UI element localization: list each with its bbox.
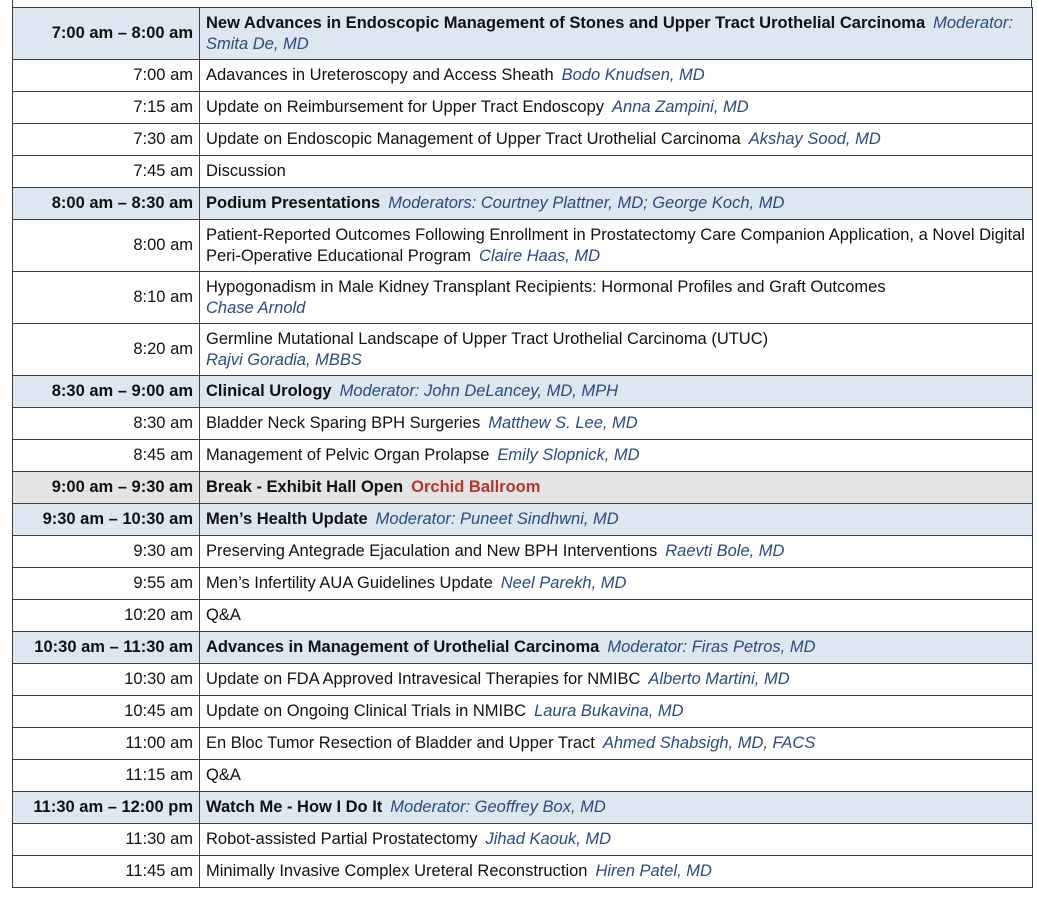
talk-time: 7:45 am [13,156,200,188]
session-title: Podium Presentations [206,194,381,212]
talk-time: 8:45 am [13,440,200,472]
session-time: 9:30 am – 10:30 am [13,504,200,536]
speaker-name: Anna Zampini, MD [612,98,749,116]
session-title: Clinical Urology [206,382,332,400]
row-content [200,156,1033,188]
agenda-table [12,7,1033,888]
agenda-row [13,536,1033,568]
talk-title: Germline Mutational Landscape of Upper Tract Urothelial Carcinoma (UTUC) [206,329,769,348]
agenda-row [13,824,1033,856]
talk-title: Bladder Neck Sparing BPH Surgeries [206,414,481,432]
agenda-row [13,696,1033,728]
speaker-name: Laura Bukavina, MD [534,702,684,720]
speaker-name: Hiren Patel, MD [595,862,712,880]
agenda-row [13,440,1033,472]
session-row [13,188,1033,220]
talk-title: Men’s Infertility AUA Guidelines Update [206,574,493,592]
talk-title: Hypogonadism in Male Kidney Transplant Recipients: Hormonal Profiles and Graft Outcomes [206,277,886,296]
row-content [200,664,1033,696]
talk-time: 8:30 am [13,408,200,440]
talk-time: 11:30 am [13,824,200,856]
row-content [200,8,1033,60]
row-content [200,440,1033,472]
agenda-row [13,664,1033,696]
session-time: 9:00 am – 9:30 am [13,472,200,504]
talk-time: 8:10 am [13,272,200,324]
agenda-row [13,600,1033,632]
speaker-name: Matthew S. Lee, MD [488,414,638,432]
talk-time: 11:45 am [13,856,200,888]
agenda-row [13,124,1033,156]
session-title: Break - Exhibit Hall Open [206,478,404,496]
row-content [200,792,1033,824]
row-content [200,568,1033,600]
talk-title: Preserving Antegrade Ejaculation and New BPH Interventions [206,542,658,560]
row-content [200,376,1033,408]
talk-time: 8:20 am [13,324,200,376]
agenda-table-body [13,8,1033,888]
agenda-row [13,856,1033,888]
speaker-name: Emily Slopnick, MD [497,446,640,464]
session-row [13,8,1033,60]
talk-time: 7:30 am [13,124,200,156]
speaker-name: Bodo Knudsen, MD [561,66,705,84]
talk-title: Q&A [206,766,241,784]
agenda-row [13,92,1033,124]
talk-title: Robot-assisted Partial Prostatectomy [206,830,478,848]
agenda-row [13,324,1033,376]
agenda-row [13,728,1033,760]
agenda-row [13,156,1033,188]
row-content [200,220,1033,272]
row-content [200,324,1033,376]
session-title: Men’s Health Update [206,510,368,528]
talk-title: Update on Ongoing Clinical Trials in NMIBC [206,702,527,720]
session-time: 8:00 am – 8:30 am [13,188,200,220]
moderator-name: Moderator: Smita De, MD [206,13,1013,53]
talk-title: En Bloc Tumor Resection of Bladder and Upper Tract [206,734,595,752]
speaker-name: Rajvi Goradia, MBBS [206,350,362,369]
talk-time: 10:45 am [13,696,200,728]
row-content [200,92,1033,124]
agenda-row [13,60,1033,92]
row-content [200,536,1033,568]
agenda-row [13,760,1033,792]
row-content [200,824,1033,856]
row-content [200,632,1033,664]
speaker-name: Alberto Martini, MD [648,670,790,688]
talk-time: 10:30 am [13,664,200,696]
agenda-row [13,220,1033,272]
row-content [200,696,1033,728]
speaker-name: Raevti Bole, MD [665,542,785,560]
session-title: New Advances in Endoscopic Management of Stones and Upper Tract Urothelial Carcinoma [206,13,926,32]
session-time: 10:30 am – 11:30 am [13,632,200,664]
row-content [200,60,1033,92]
talk-time: 8:00 am [13,220,200,272]
talk-title: Adavances in Ureteroscopy and Access Sheath [206,66,554,84]
talk-time: 9:30 am [13,536,200,568]
speaker-name: Akshay Sood, MD [748,130,881,148]
agenda-row [13,408,1033,440]
talk-time: 10:20 am [13,600,200,632]
break-row [13,472,1033,504]
row-content [200,504,1033,536]
talk-time: 7:00 am [13,60,200,92]
moderator-name: Moderator: John DeLancey, MD, MPH [339,382,619,400]
talk-title: Update on FDA Approved Intravesical Therapies for NMIBC [206,670,641,688]
moderator-name: Moderator: Geoffrey Box, MD [390,798,606,816]
moderator-name: Moderator: Puneet Sindhwni, MD [375,510,619,528]
talk-time: 9:55 am [13,568,200,600]
row-content [200,124,1033,156]
talk-time: 11:00 am [13,728,200,760]
session-row [13,792,1033,824]
speaker-name: Chase Arnold [206,298,306,317]
row-content [200,856,1033,888]
talk-title: Q&A [206,606,241,624]
talk-title: Management of Pelvic Organ Prolapse [206,446,490,464]
speaker-name: Jihad Kaouk, MD [485,830,612,848]
session-title: Advances in Management of Urothelial Carcinoma [206,638,600,656]
session-title: Watch Me - How I Do It [206,798,383,816]
talk-title: Patient-Reported Outcomes Following Enrollment in Prostatectomy Care Companion Application, a Novel Digital Peri-Operative Educational Program [206,225,1025,265]
session-time: 8:30 am – 9:00 am [13,376,200,408]
session-row [13,632,1033,664]
talk-title: Update on Endoscopic Management of Upper Tract Urothelial Carcinoma [206,130,741,148]
talk-time: 7:15 am [13,92,200,124]
agenda-row [13,272,1033,324]
session-time: 7:00 am – 8:00 am [13,8,200,60]
agenda-row [13,568,1033,600]
talk-title: Update on Reimbursement for Upper Tract Endoscopy [206,98,605,116]
session-row [13,376,1033,408]
row-content [200,408,1033,440]
session-row [13,504,1033,536]
row-content [200,472,1033,504]
agenda-sheet [12,7,1032,888]
moderator-name: Moderators: Courtney Plattner, MD; George Koch, MD [388,194,785,212]
session-time: 11:30 am – 12:00 pm [13,792,200,824]
talk-title: Discussion [206,162,286,180]
talk-time: 11:15 am [13,760,200,792]
location-name: Orchid Ballroom [411,478,541,496]
speaker-name: Claire Haas, MD [479,246,601,265]
row-content [200,600,1033,632]
table-top-edge [12,0,1032,7]
speaker-name: Neel Parekh, MD [500,574,627,592]
moderator-name: Moderator: Firas Petros, MD [607,638,816,656]
row-content [200,728,1033,760]
row-content [200,188,1033,220]
row-content [200,760,1033,792]
row-content [200,272,1033,324]
speaker-name: Ahmed Shabsigh, MD, FACS [602,734,816,752]
talk-title: Minimally Invasive Complex Ureteral Reconstruction [206,862,588,880]
